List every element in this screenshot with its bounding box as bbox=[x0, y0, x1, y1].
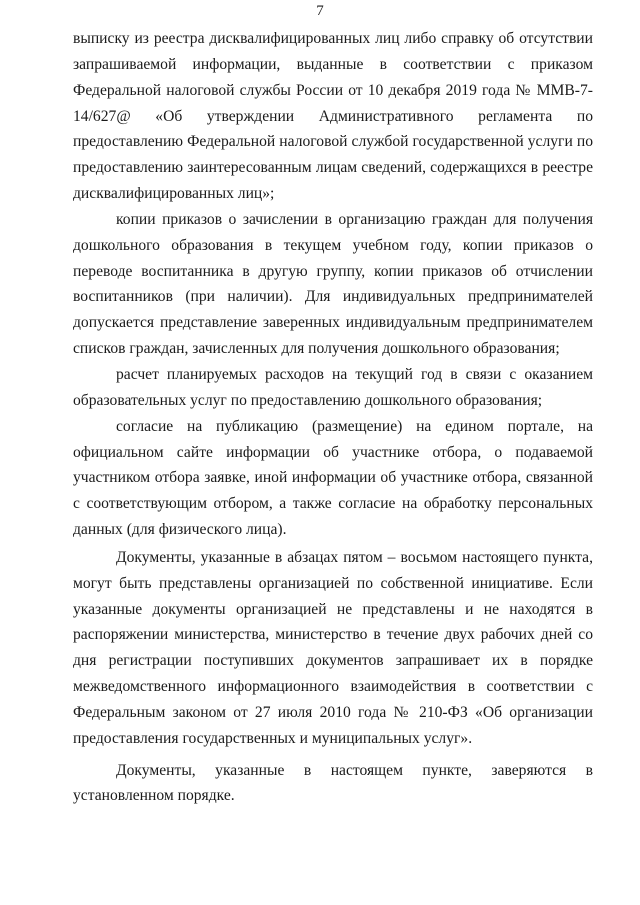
paragraph-documents-on-initiative: Документы, указанные в абзацах пятом – восьмом настоящего пункта, могут быть представлены организацией по собственной инициативе. Если указанные документы организацией не представлены и не находятся в распоряжении министерства, министерство в течение двух рабочих дней со дня регистрации поступивших документов запрашивает их в порядке межведомственного информационного взаимодействия в соответствии с Федеральным законом от 27 июля 2010 года № 210-ФЗ «Об организации предоставления государственных и муниципальных услуг». bbox=[73, 548, 593, 747]
paragraph-order-copies: копии приказов о зачислении в организацию граждан для получения дошкольного образования в текущем учебном году, копии приказов о переводе воспитанника в другую группу, копии приказов об отчислении воспитанников (при наличии). Для индивидуальных предпринимателей допускается представление заверенных индивидуальным предпринимателем списков граждан, зачисленных для получения дошкольного образования; bbox=[73, 210, 593, 358]
paragraph-certification: Документы, указанные в настоящем пункте, заверяются в установленном порядке. bbox=[73, 761, 593, 805]
paragraph-publication-consent: согласие на публикацию (размещение) на едином портале, на официальном сайте информации об участнике отбора, о подаваемой участником отбора заявке, иной информации об участнике отбора, связанной с соответствующим отбором, а также согласие на обработку персональных данных (для физического лица). bbox=[73, 417, 593, 539]
document-body bbox=[73, 26, 593, 809]
page-number: 7 bbox=[316, 3, 324, 19]
paragraph-continued-extract: выписку из реестра дисквалифицированных лиц либо справку об отсутствии запрашиваемой информации, выданные в соответствии с приказом Федеральной налоговой службы России от 10 декабря 2019 года № ММВ-7-14/627@ «Об утверждении Административного регламента по предоставлению Федеральной налоговой службой государственной услуги по предоставлению заинтересованным лицам сведений, содержащихся в реестре дисквалифицированных лиц»; bbox=[73, 30, 593, 203]
paragraph-expense-calculation: расчет планируемых расходов на текущий год в связи с оказанием образовательных услуг по предоставлению дошкольного образования; bbox=[73, 365, 593, 409]
